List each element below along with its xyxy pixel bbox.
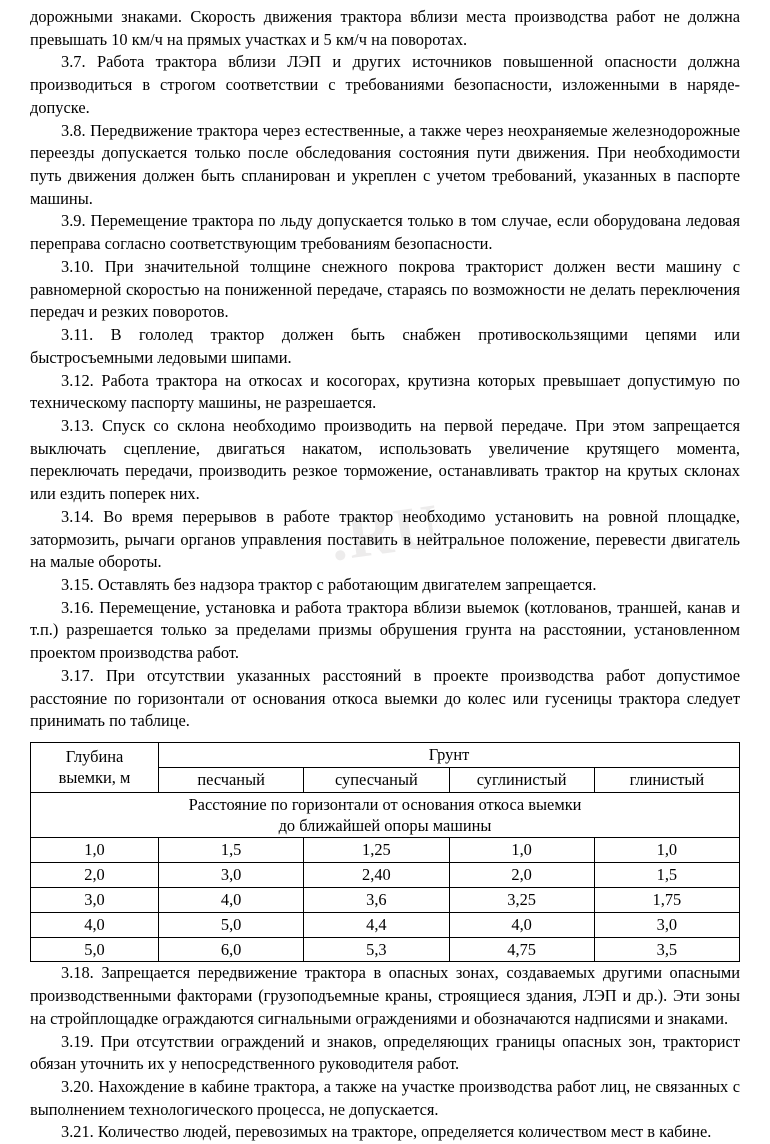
cell-depth: 3,0 <box>31 887 159 912</box>
paragraph-3-21: 3.21. Количество людей, перевозимых на тракторе, определяется количеством мест в кабине. <box>61 1122 712 1142</box>
cell-sandy: 1,5 <box>159 838 304 863</box>
paragraph-continuation: дорожными знаками. Скорость движения трактора вблизи места производства работ не должна превышать 10 км/ч на прямых участках и 5 км/ч на поворотах. <box>30 7 740 49</box>
paragraph-3-17: 3.17. При отсутствии указанных расстояний в проекте производства работ допустимое расстояние по горизонтали от основания откоса выемки до колес или гусеницы трактора следует принимать по таблице. <box>30 665 740 731</box>
header-cell-soil-clay: глинистый <box>594 767 739 792</box>
paragraph-3-7: 3.7. Работа трактора вблизи ЛЭП и других источников повышенной опасности должна производиться в строгом соответствии с требованиями безопасности, изложенными в наряде-допуске. <box>30 52 740 117</box>
cell-sandy-loam: 1,25 <box>304 838 449 863</box>
header-cell-depth <box>31 743 159 793</box>
header-cell-soil-loam: суглинистый <box>449 767 594 792</box>
paragraph-3-8: 3.8. Передвижение трактора через естественные, а также через неохраняемые железнодорожные переезды допускается только после обследования состояния пути движения. При необходимости путь движения должен быть спланирован и укреплен с учетом требований, указанных в паспорте машины. <box>30 120 740 208</box>
table-header-row-1 <box>31 743 740 768</box>
table-note-line2: до ближайшей опоры машины <box>278 815 492 835</box>
header-depth-line2: выемки, м <box>58 768 131 788</box>
cell-clay: 1,75 <box>594 887 739 912</box>
header-depth-line1: Глубина <box>65 747 124 767</box>
table-row <box>31 887 740 912</box>
paragraph-3-10: 3.10. При значительной толщине снежного покрова тракторист должен вести машину с равномерной скоростью на пониженной передаче, стараясь по возможности не делать переключения передач и резких поворотов. <box>30 256 740 322</box>
cell-sandy: 6,0 <box>159 937 304 962</box>
cell-loam: 2,0 <box>449 863 594 888</box>
cell-clay: 3,0 <box>594 912 739 937</box>
cell-sandy-loam: 2,40 <box>304 863 449 888</box>
table-row <box>31 937 740 962</box>
paragraph-3-18: 3.18. Запрещается передвижение трактора в опасных зонах, создаваемых другими опасными производственными факторами (грузоподъемные краны, строящиеся здания, ЛЭП и др.). Эти зоны на стройплощадке ограждаются сигнальными ограждениями и обозначаются надписями и знаками. <box>30 963 740 1028</box>
header-cell-soil-group: Грунт <box>159 743 740 768</box>
table-note-line1: Расстояние по горизонтали от основания откоса выемки <box>188 794 582 814</box>
cell-sandy-loam: 3,6 <box>304 887 449 912</box>
cell-loam: 3,25 <box>449 887 594 912</box>
table-note-cell <box>31 792 740 838</box>
cell-depth: 4,0 <box>31 912 159 937</box>
distances-table <box>30 742 740 962</box>
cell-clay: 1,0 <box>594 838 739 863</box>
header-cell-soil-sandy: песчаный <box>159 767 304 792</box>
table-row <box>31 912 740 937</box>
paragraph-3-15: 3.15. Оставлять без надзора трактор с работающим двигателем запрещается. <box>61 574 597 594</box>
cell-sandy-loam: 5,3 <box>304 937 449 962</box>
paragraph-3-14: 3.14. Во время перерывов в работе трактор необходимо установить на ровной площадке, затормозить, рычаги органов управления поставить в нейтральное положение, перевести двигатель на малые обороты. <box>30 506 740 572</box>
cell-sandy: 4,0 <box>159 887 304 912</box>
watermark-text: .RU <box>325 491 446 575</box>
cell-loam: 1,0 <box>449 838 594 863</box>
cell-sandy: 3,0 <box>159 863 304 888</box>
paragraph-3-13: 3.13. Спуск со склона необходимо производить на первой передаче. При этом запрещается выключать сцепление, двигаться накатом, использовать увеличение крутящего момента, переключать передачи, производить резкое торможение, останавливать трактор на крутых склонах или ездить поперек них. <box>30 415 740 504</box>
cell-sandy: 5,0 <box>159 912 304 937</box>
paragraph-3-9: 3.9. Перемещение трактора по льду допускается только в том случае, если оборудована ледовая переправа согласно соответствующим требованиям безопасности. <box>30 211 740 254</box>
header-cell-soil-sandy-loam: супесчаный <box>304 767 449 792</box>
cell-depth: 5,0 <box>31 937 159 962</box>
table-note-row <box>31 792 740 838</box>
paragraph-3-20: 3.20. Нахождение в кабине трактора, а также на участке производства работ лиц, не связанных с выполнением технологического процесса, не допускается. <box>30 1076 740 1119</box>
cell-sandy-loam: 4,4 <box>304 912 449 937</box>
paragraph-3-11: 3.11. В гололед трактор должен быть снабжен противоскользящими цепями или быстросъемными ледовыми шипами. <box>30 325 740 367</box>
cell-depth: 2,0 <box>31 863 159 888</box>
table-row <box>31 863 740 888</box>
cell-loam: 4,0 <box>449 912 594 937</box>
paragraph-3-16: 3.16. Перемещение, установка и работа трактора вблизи выемок (котлованов, траншей, канав и т.п.) разрешается только за пределами призмы обрушения грунта на расстоянии, установленном проектом производства работ. <box>30 597 740 663</box>
cell-clay: 1,5 <box>594 863 739 888</box>
cell-depth: 1,0 <box>31 838 159 863</box>
paragraph-3-12: 3.12. Работа трактора на откосах и косогорах, крутизна которых превышает допустимую по техническому паспорту машины, не разрешается. <box>30 370 740 413</box>
paragraph-3-19: 3.19. При отсутствии ограждений и знаков, определяющих границы опасных зон, тракторист обязан уточнить их у непосредственного руководителя работ. <box>30 1031 740 1074</box>
table-row <box>31 838 740 863</box>
cell-clay: 3,5 <box>594 937 739 962</box>
cell-loam: 4,75 <box>449 937 594 962</box>
